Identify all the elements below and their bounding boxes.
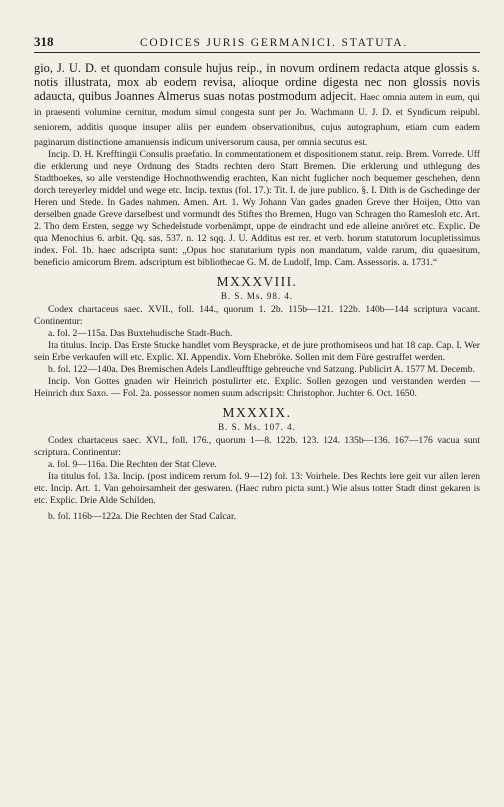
contents-item: b. fol. 116b—122a. Die Rechten der Stad Calcar.: [48, 511, 237, 523]
page-number: 318: [34, 34, 54, 49]
codex-description: Codex chartaceus saec. XVII., foll. 144., quorum 1. 2b. 115b—121. 122b. 140b—144 scriptura vacant. Continentur:: [34, 304, 480, 328]
intro-small-text: Haec omnia autem in eum, qui in praesenti volumine cernitur, modum simul congesta sunt per Jo. Wachmann U. J. D. et Syndicum reipubl. seniorem, additis quoque insuper aliis per eundem observationibus, cujus autographum, etiam cum eadem paginarum distinctione amanuensis indicum universorum causa, per omnia secutus est.: [34, 92, 480, 149]
item-note: Ita titulus fol. 13a. Incip. (post indicem rerum fol. 9—12) fol. 13: Voirhele. Des Rechts lere geit vur allen leren etc. Incip. Art. 1. Van gehoirsamheit der geswaren. (Haec rubro picta sunt.) Wie alsus totter Stadt dinst gekaren is etc. Explic. Drie Alde Schilden.: [34, 471, 480, 507]
intro-large-text: gio, J. U. D. et quondam consule hujus reip., in novum ordinem redacta atque glossis s. notis illustrata, mox ab eodem revisa, alioque ordine digesta nec non glossis novis adaucta, quibus Joannes Almerus suas notas postmodum adjecit.: [34, 61, 480, 104]
section-heading: MXXXIX.: [222, 405, 292, 421]
shelfmark: B. S. Ms. 107. 4.: [218, 422, 296, 433]
incipit-paragraph: Incip. D. H. Krefftingii Consulis praefatio. In commentationem et dispositionem statut. reip. Brem. Vorrede. Uff die erklerung und neye Ordnung des Stadts rechten dero Statt Bremen. Die erklerung und uthlegung des Stadtboekes, so alle verstendige Hochnothwendig erachten, Kan nicht fuglicher noch bequemer geschehen, denn dorch tereyerley middel und wege etc. Incip. textus (fol. 17.): Tit. I. de jure publico. §. I. Dith is de Gschedinge der Heren und Stede. In Gades nahmen. Amen. Art. 1. Wy Johann Van gades gnaden Greve ther Hoijen, Otto van derselben gnade Greve darselbest und vormundt des Stiftes tho Bremen, Hugo van Schragen tho Ramesloh etc. Art. 2. Tho dem Ersten, segge wy Schedelstude vorbenämpt, uppe de eindracht und ede alleine anröret etc. Explic. De qua Menochius 6. arbit. Qq. sas. 537. n. 12 sqq. J. U. Additus est rer. et verb. horum statutorum locupletissimus index. Fol. 1b. haec adscripta sunt: „Opus hoc statutarium typis non mandatum, valde rarum, diu quaesitum, beneficio amicorum Brem. adscriptum est bibliothecae G. M. de Ludolf, Imp. Cam. Assessoris. a. 1731.“: [34, 149, 480, 269]
running-header: [34, 34, 480, 53]
running-title: CODICES JURIS GERMANICI. STATUTA.: [139, 37, 409, 49]
item-note: Incip. Von Gottes gnaden wir Heinrich postulirter etc. Explic. Sollen gezogen und verstanden werden — Heinrich dux Saxo. — Fol. 2a. possessor nomen suum adscripsit: Christophor. Juchter 6. Oct. 1650.: [34, 376, 480, 400]
codex-description: Codex chartaceus saec. XVI., foll. 176., quorum 1—8. 122b. 123. 124. 135b—136. 167—176 vacua sunt scriptura. Continentur:: [34, 435, 480, 459]
contents-item: b. fol. 122—140a. Des Bremischen Adels Landleufftige gebreuche vnd Satzung. Publicirt A. 1577 M. Decemb.: [48, 364, 475, 376]
item-note: Ita titulus. Incip. Das Erste Stucke handlet vom Beyspracke, et de jure prothomiseos und hat 18 cap. Cap. I. Wer sein Erbe verkaufen will etc. Explic. XI. Appendix. Vom Ehebröke. Sollen mit dem Füre gestraffet werden.: [34, 340, 480, 364]
contents-item: a. fol. 2—115a. Das Buxtehudische Stadt-Buch.: [48, 328, 233, 340]
intro-paragraph-continued: [34, 61, 480, 149]
shelfmark: B. S. Ms. 98. 4.: [220, 291, 294, 302]
contents-item: a. fol. 9—116a. Die Rechten der Stat Cleve.: [48, 459, 217, 471]
section-heading: MXXXVIII.: [216, 274, 298, 290]
